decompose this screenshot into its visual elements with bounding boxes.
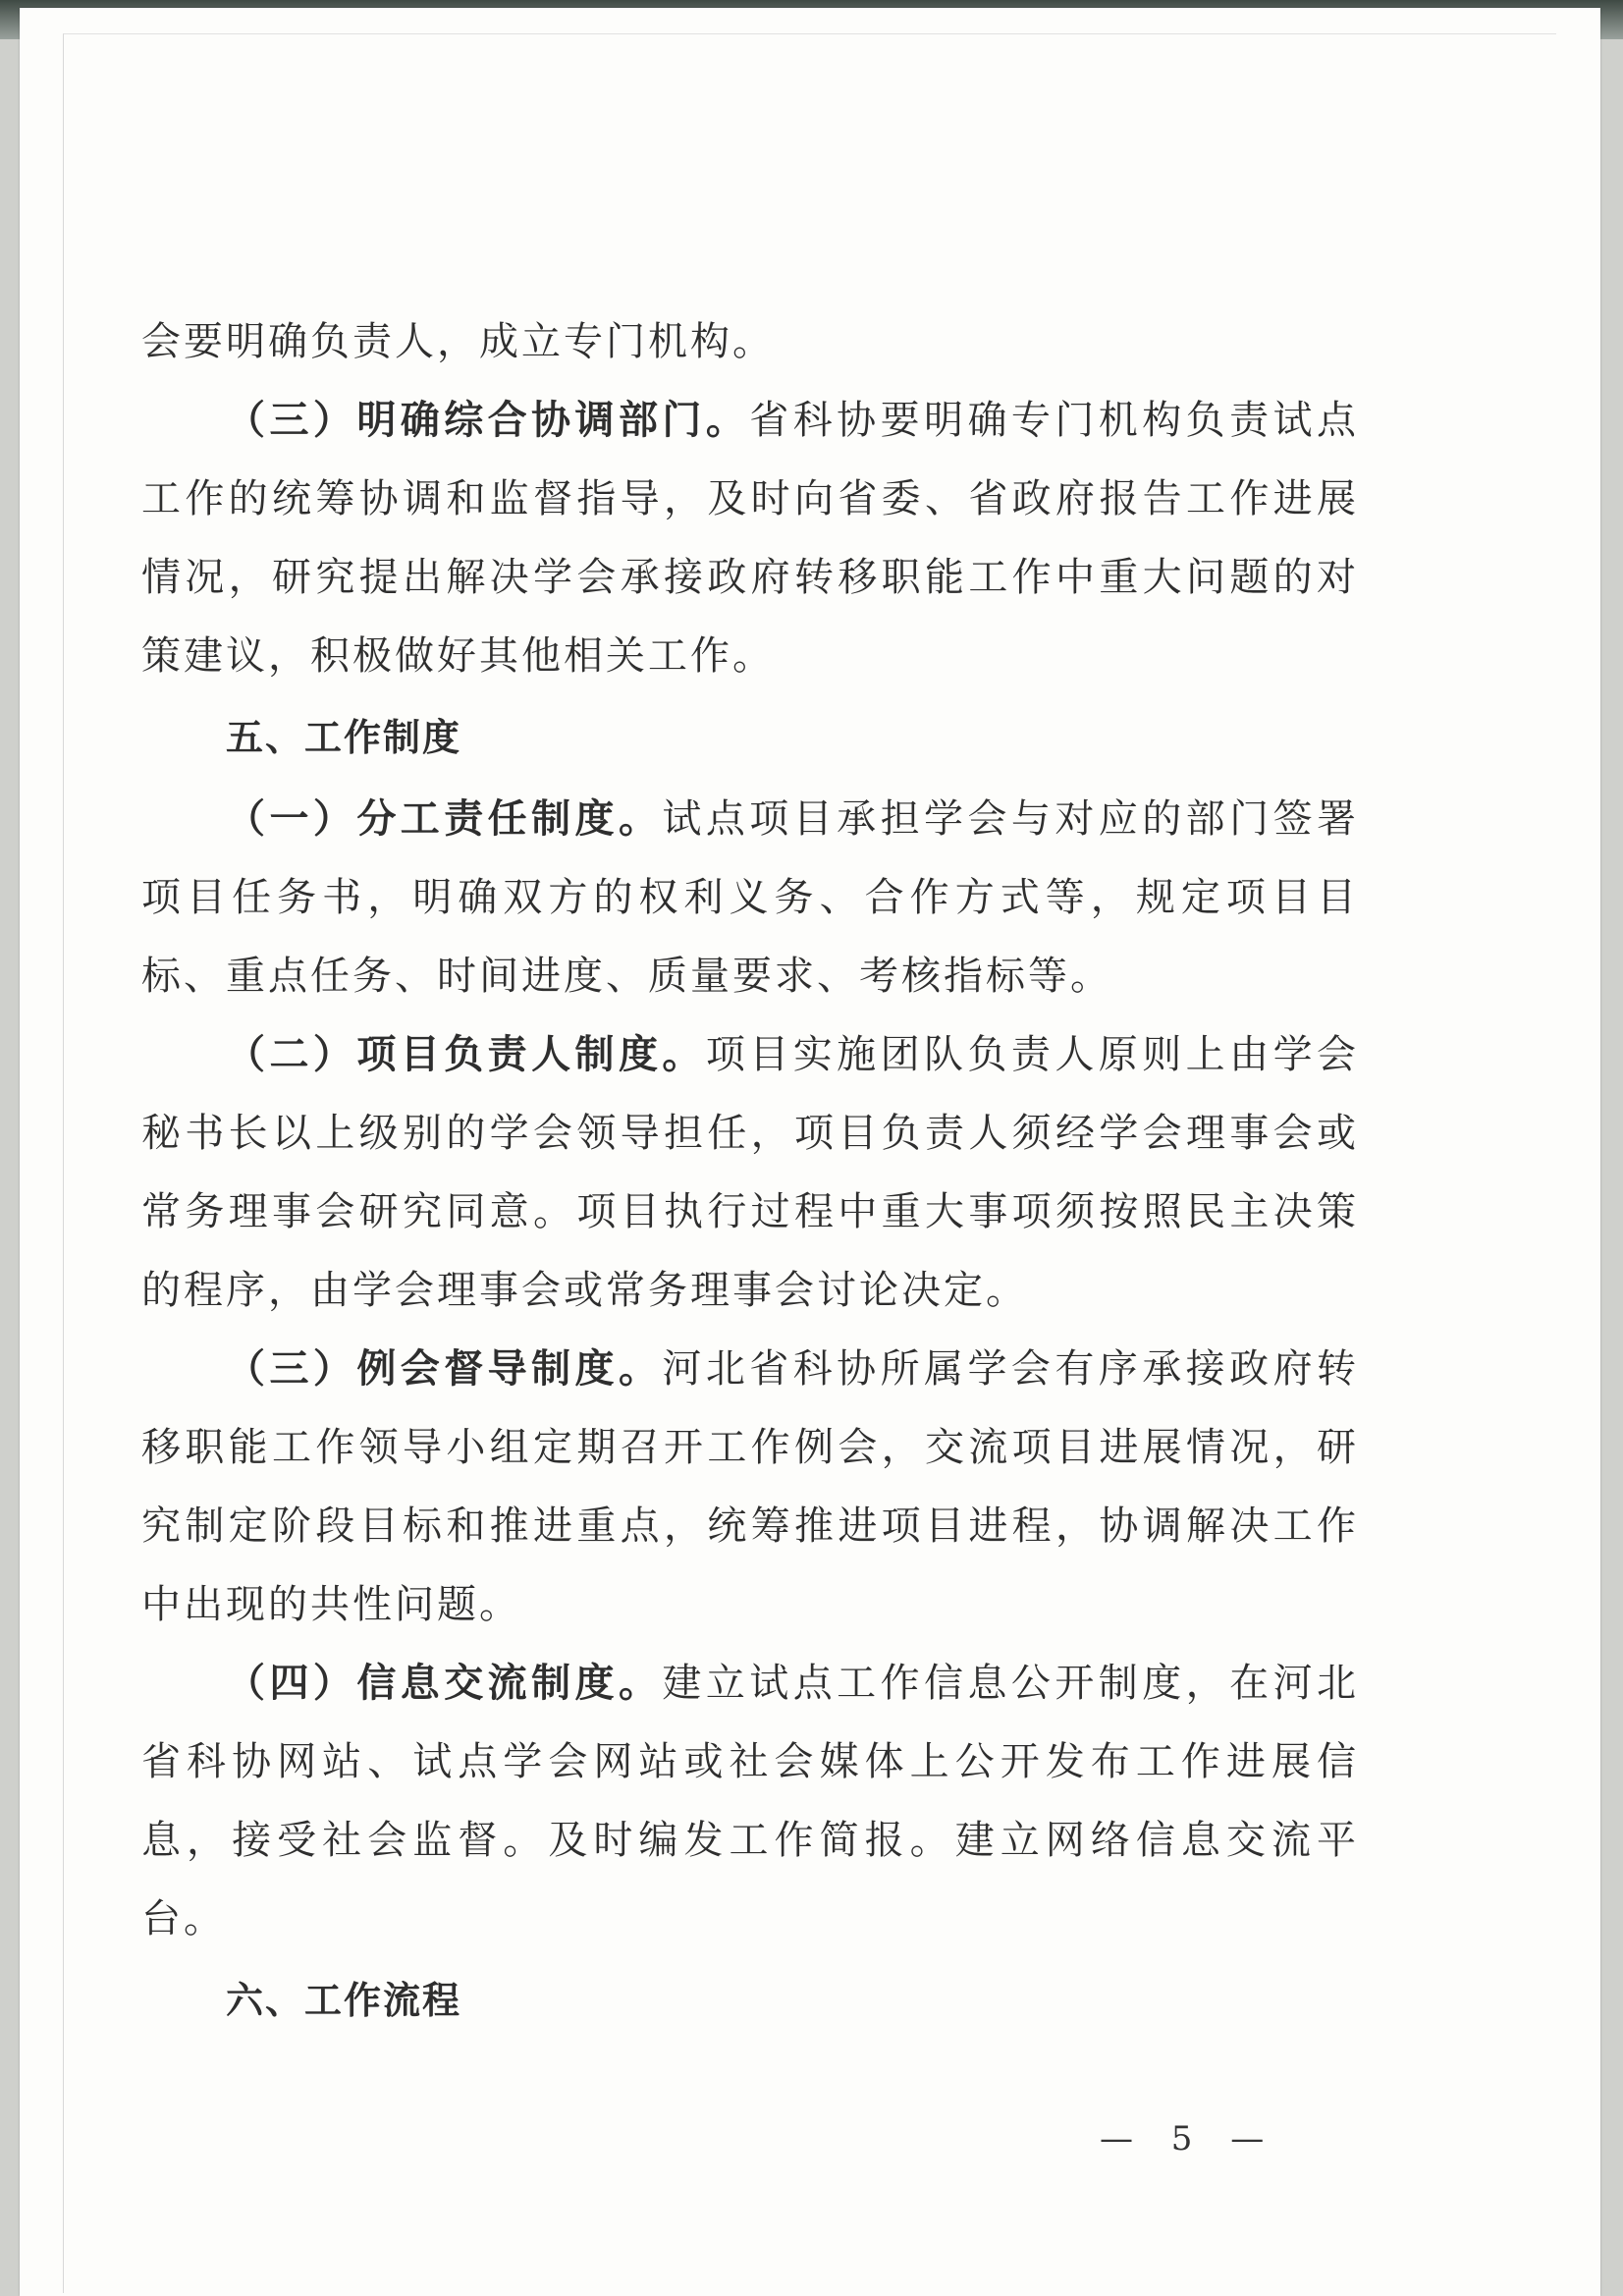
paragraph-text: 建立试点工作信息公开制度，在河北省科协网站、试点学会网站或社会媒体上公开发布工作进展信息，接受社会监督。及时编发工作简报。建立网络信息交流平台。: [141, 1661, 1360, 1941]
paragraph-text: 河北省科协所属学会有序承接政府转移职能工作领导小组定期召开工作例会，交流项目进展情况，研究制定阶段目标和推进重点，统筹推进项目进程，协调解决工作中出现的共性问题。: [141, 1346, 1360, 1627]
paragraph-lead: （二）项目负责人制度。: [226, 1031, 706, 1077]
paragraph-text: 项目实施团队负责人原则上由学会秘书长以上级别的学会领导担任，项目负责人须经学会理事会或常务理事会研究同意。项目执行过程中重大事项须按照民主决策的程序，由学会理事会或常务理事会讨论决定。: [141, 1032, 1360, 1313]
paragraph-lead: （三）明确综合协调部门。: [226, 397, 750, 443]
paragraph-lead: （三）例会督导制度。: [226, 1345, 663, 1392]
page-body: [141, 302, 1359, 2043]
section-heading-work-process: 六、工作流程: [226, 1979, 462, 2022]
section-heading-work-system: 五、工作制度: [226, 716, 462, 759]
paragraph-text: 省科协要明确专门机构负责试点工作的统筹协调和监督指导，及时向省委、省政府报告工作进展情况，研究提出解决学会承接政府转移职能工作中重大问题的对策建议，积极做好其他相关工作。: [141, 398, 1360, 679]
paragraph-project-leader-system: [141, 1015, 1359, 1330]
paragraph-information-exchange-system: [141, 1644, 1359, 1958]
document-page: [20, 8, 1600, 2296]
paragraph-division-of-responsibility: [141, 780, 1359, 1015]
paragraph-lead: （四）信息交流制度。: [226, 1660, 663, 1706]
paragraph-coordination-department: [141, 381, 1359, 695]
page-number: — 5 —: [1100, 2119, 1278, 2159]
paragraph-regular-meeting-system: [141, 1330, 1359, 1644]
paragraph-lead: （一）分工责任制度。: [226, 795, 663, 842]
paragraph-text: 会要明确负责人，成立专门机构。: [141, 319, 775, 364]
paragraph-text: 试点项目承担学会与对应的部门签署项目任务书，明确双方的权利义务、合作方式等，规定项目目标、重点任务、时间进度、质量要求、考核指标等。: [141, 796, 1360, 999]
paragraph-continuation: [141, 302, 1359, 381]
